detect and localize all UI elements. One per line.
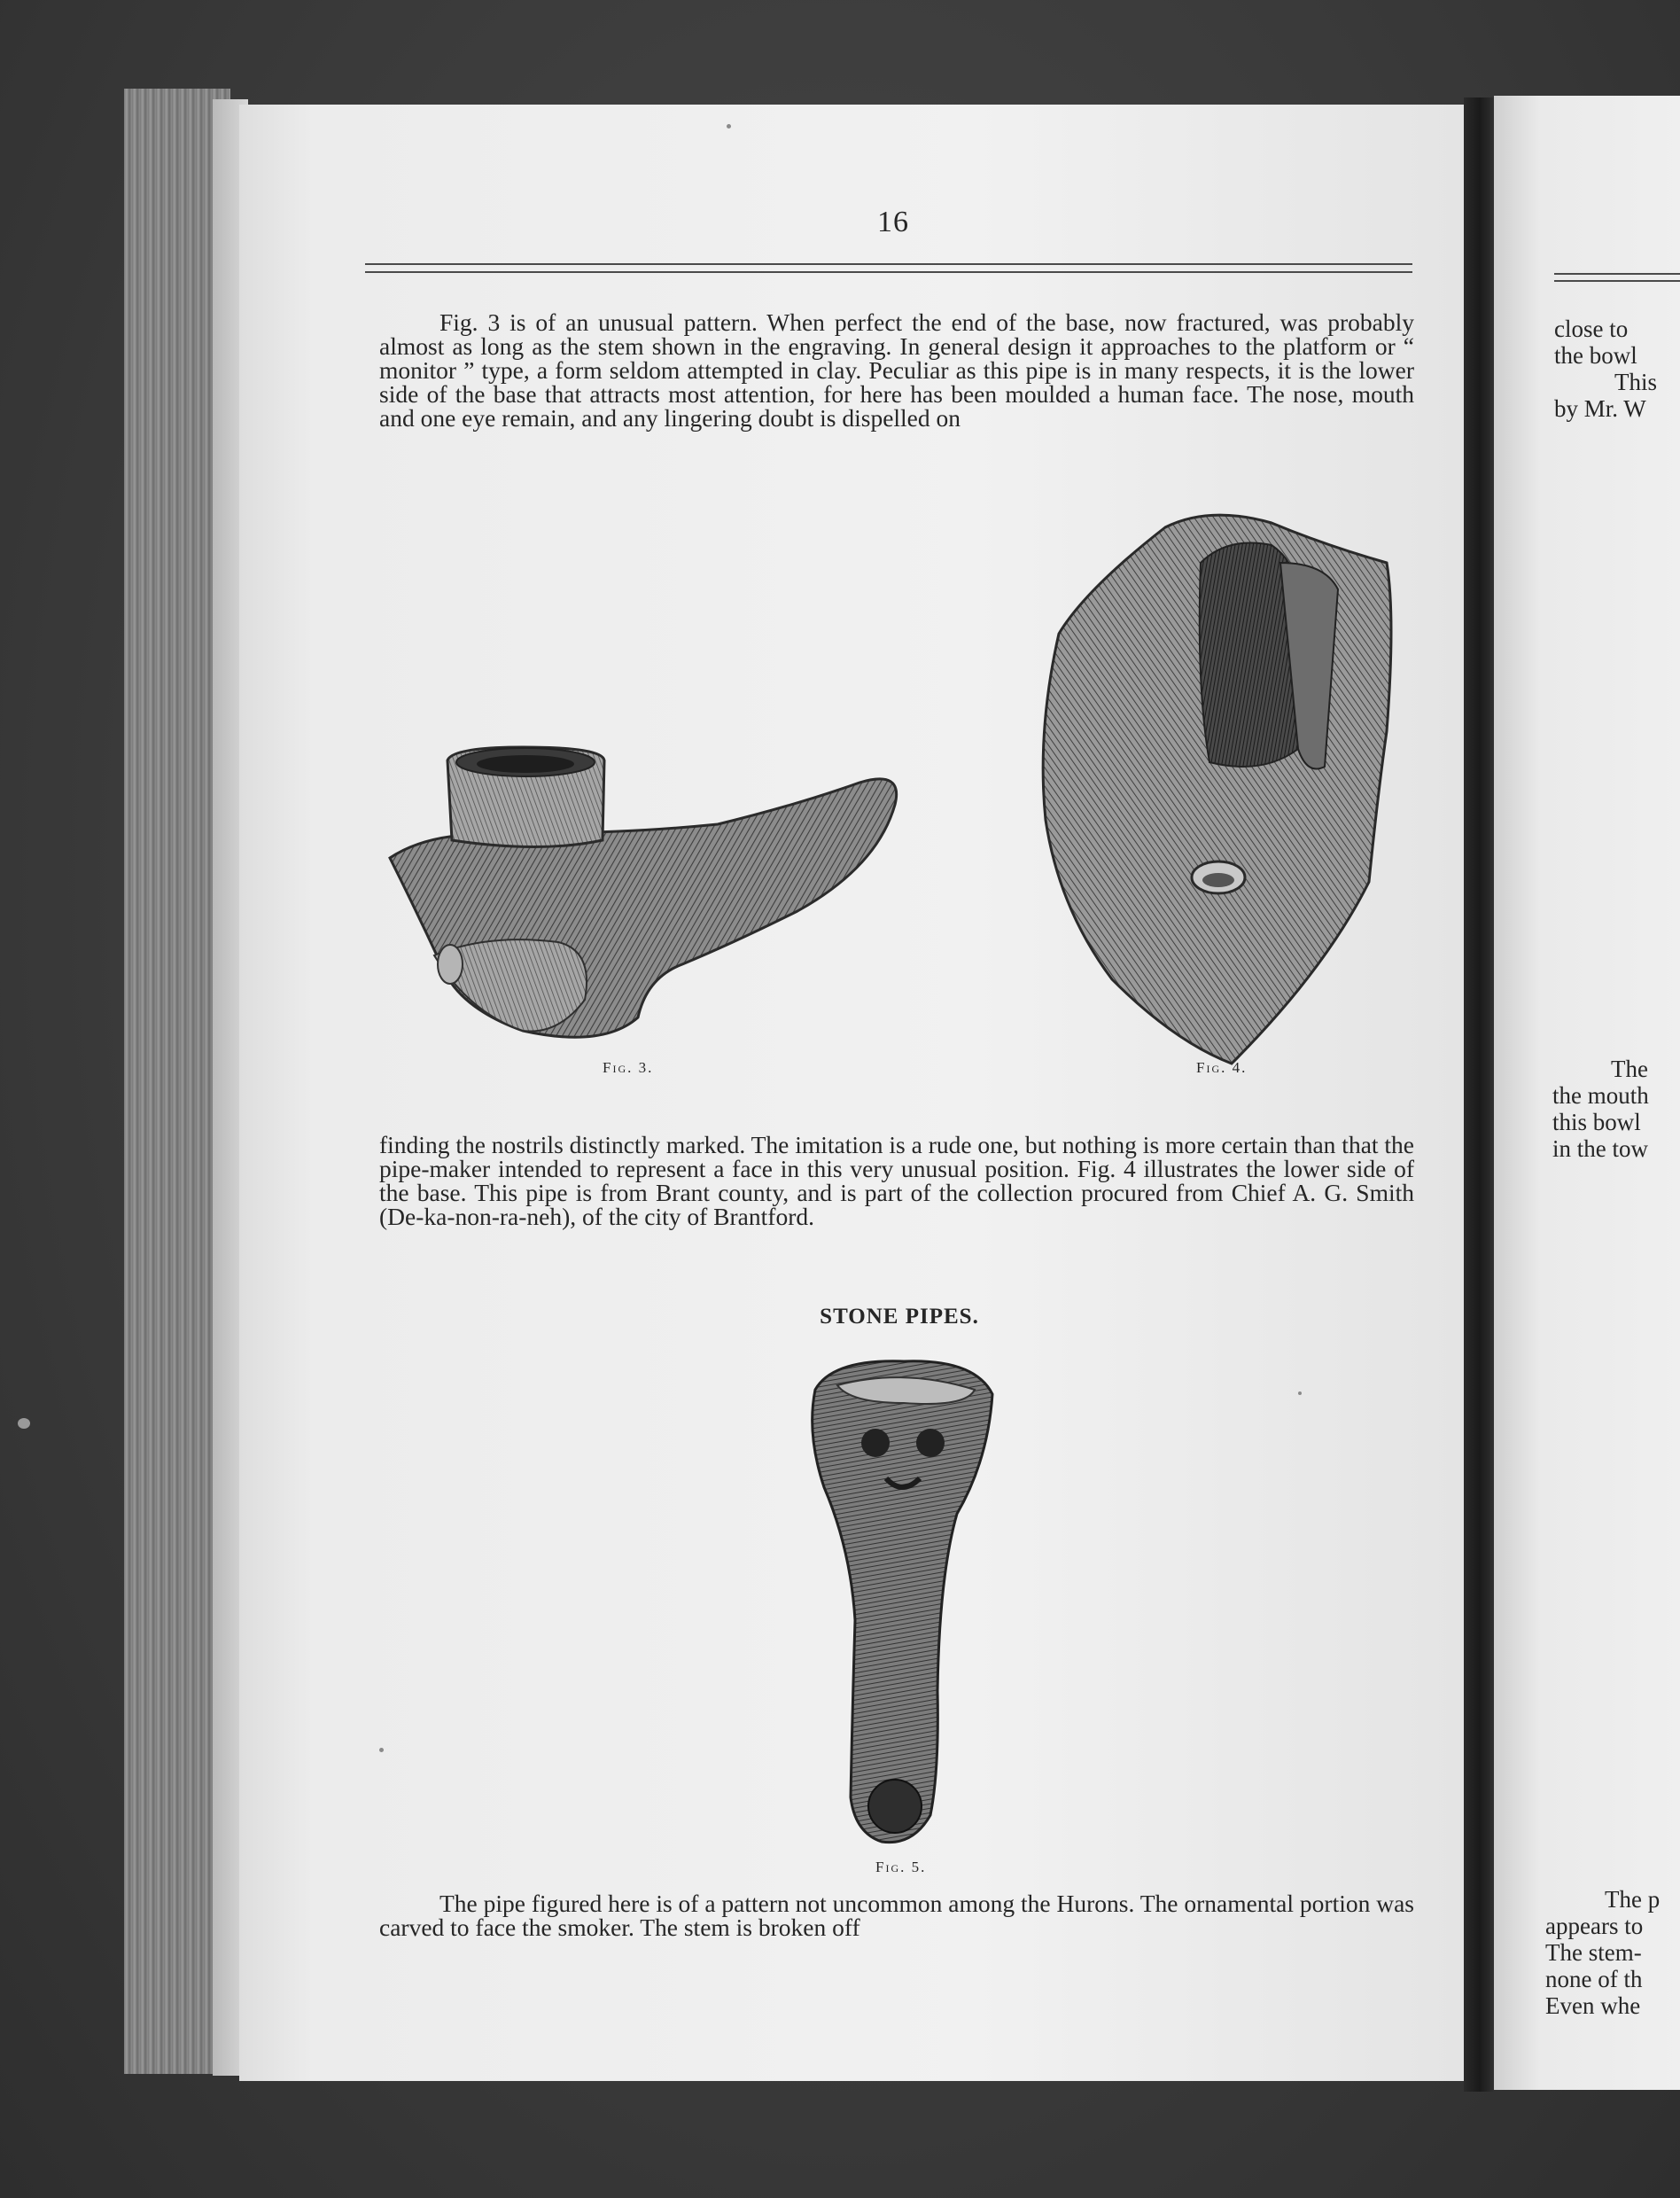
facing-header-rule xyxy=(1554,273,1680,275)
facing-page-fragment: The xyxy=(1611,1056,1648,1082)
facing-page-fragment: the mouth xyxy=(1552,1082,1649,1109)
facing-page-fragment: This xyxy=(1614,369,1658,395)
figure-4-caption: Fig. 4. xyxy=(1196,1059,1248,1076)
figure-4-pipe-base-face xyxy=(1032,510,1404,1077)
paragraph-fig4-description xyxy=(379,1133,1414,1228)
facing-page-fragment: in the tow xyxy=(1552,1135,1648,1162)
facing-page xyxy=(1494,96,1680,2090)
scan-dust xyxy=(379,1748,384,1752)
figure-3-clay-pipe xyxy=(381,743,913,1053)
scan-dust xyxy=(727,124,731,129)
paragraph-fig3-description xyxy=(379,310,1414,430)
page-number: 16 xyxy=(877,206,909,238)
figure-3-caption: Fig. 3. xyxy=(603,1059,654,1076)
paragraph-text: The pipe figured here is of a pattern not uncommon among the Hurons. The ornamental portion was carved to face the smoker. The stem is broken off xyxy=(379,1890,1414,1941)
figure-5-caption: Fig. 5. xyxy=(875,1859,927,1875)
facing-page-fragment: The stem- xyxy=(1545,1939,1642,1966)
paragraph-text: Fig. 3 is of an unusual pattern. When perfect the end of the base, now fractured, was probably almost as long as the stem shown in the engraving. In general design it approaches to the platform or “ monitor ” type, a form seldom attempted in clay. Peculiar as this pipe is in many respects, it is the lower side of the base that attracts most attention, for here has been moulded a human face. The nose, mouth and one eye remain, and any lingering doubt is dispelled on xyxy=(379,308,1414,432)
facing-page-fragment: The p xyxy=(1605,1886,1661,1913)
header-rule xyxy=(365,263,1412,265)
facing-page-fragment: by Mr. W xyxy=(1554,395,1646,422)
facing-page-fragment: the bowl xyxy=(1554,342,1637,369)
facing-header-rule xyxy=(1554,280,1680,282)
figure-5-stone-pipe xyxy=(797,1354,1010,1851)
facing-page-fragment: this bowl xyxy=(1552,1109,1641,1135)
facing-page-fragment: Even whe xyxy=(1545,1992,1641,2019)
scan-dust xyxy=(1298,1391,1302,1395)
scan-dust xyxy=(18,1418,30,1429)
book-gutter xyxy=(1464,97,1496,2092)
section-heading: STONE PIPES. xyxy=(820,1305,979,1329)
facing-page-fragment: none of th xyxy=(1545,1966,1643,1992)
facing-page-fragment: close to xyxy=(1554,316,1629,342)
paragraph-fig5-description xyxy=(379,1891,1414,1939)
paragraph-text: finding the nostrils distinctly marked. The imitation is a rude one, but nothing is more certain than that the pipe-maker intended to represent a face in this very unusual position. Fig. 4 illustrates the lower side of the base. This pipe is from Brant county, and is part of the collection procured from Chief A. G. Smith (De-ka-non-ra-neh), of the city of Brantford. xyxy=(379,1131,1415,1230)
header-rule xyxy=(365,271,1412,273)
facing-page-fragment: appears to xyxy=(1545,1913,1644,1939)
